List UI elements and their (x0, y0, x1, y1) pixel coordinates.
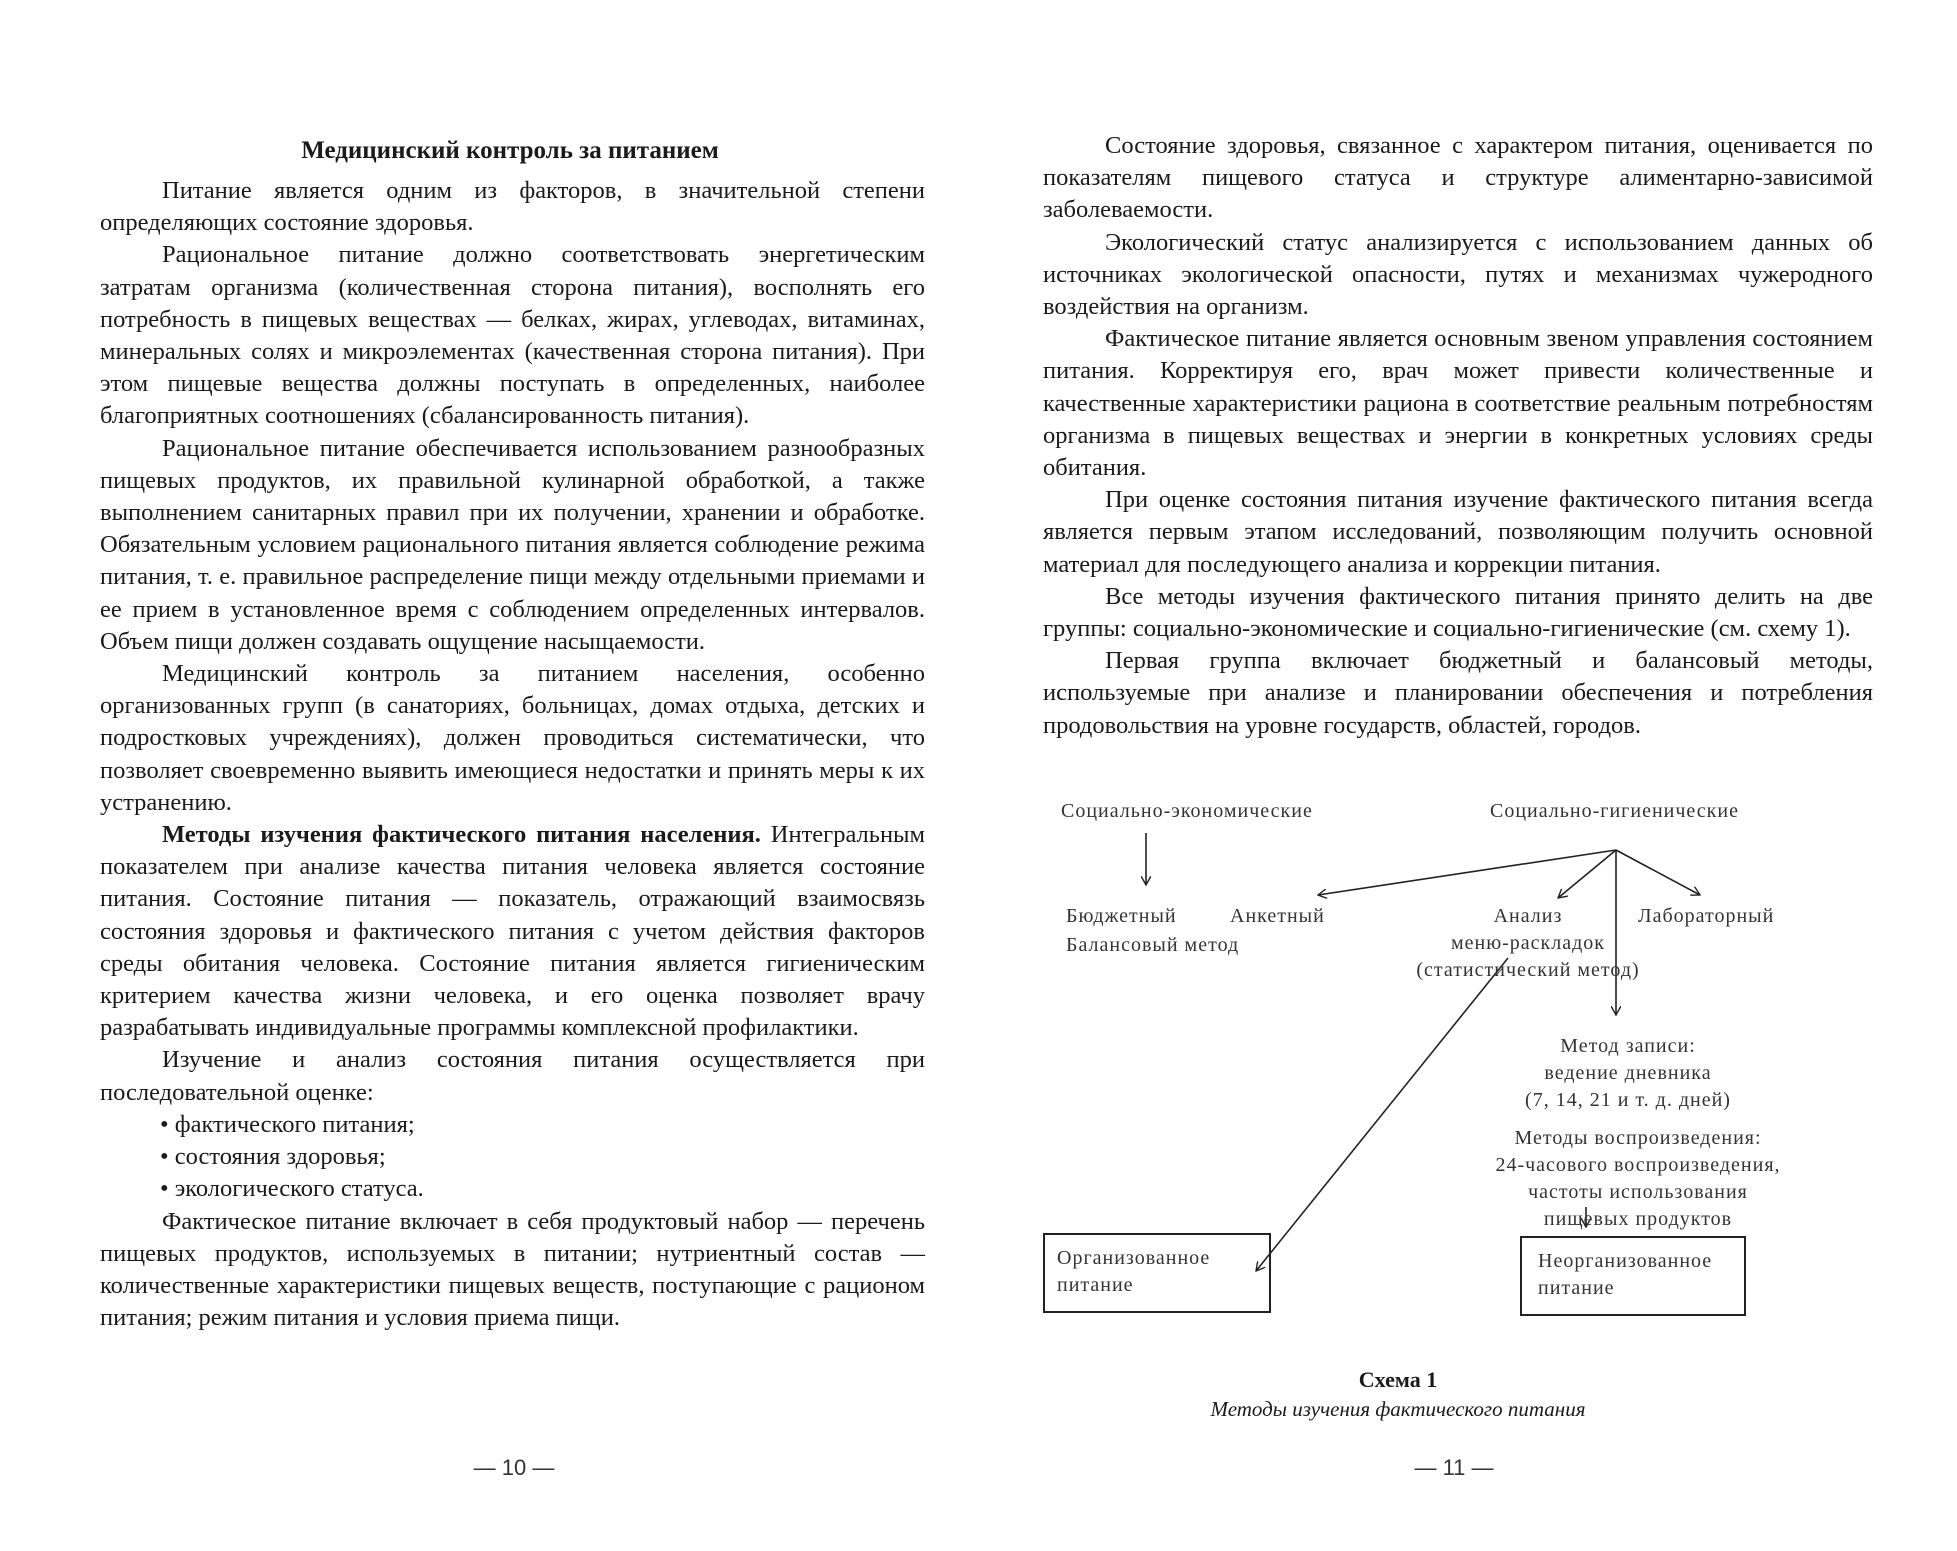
unorganized-line: Неорганизованное (1538, 1250, 1713, 1272)
recall-methods-line: Методы воспроизведения: (1514, 1127, 1762, 1149)
list-item: • фактического питания; (160, 1109, 925, 1141)
paragraph: Рациональное питание обеспечивается использованием разнообразных пищевых продуктов, их правильной кулинарной обработкой, а также выполнением санитарных правил при их получении, хранении и обработке. Обязательным условием рационального питания является соблюдение режима питания, т. е. правильное распределение пищи между отдельными приемами и ее прием в установленное время с соблюдением определенных интервалов. Объем пищи должен создавать ощущение насыщаемости. (100, 434, 925, 655)
page-number: — 10 — (473, 1455, 555, 1480)
organized-nutrition-label (1057, 1245, 1210, 1299)
left-body-text (100, 175, 925, 1334)
recall-methods-line: частоты использования (1528, 1181, 1748, 1203)
socio-hygienic-label: Социально-гигиенические (1490, 800, 1739, 822)
record-method-label (1498, 1033, 1758, 1114)
page-number: — 11 — (1414, 1455, 1494, 1480)
list-item: • экологического статуса. (160, 1173, 925, 1205)
paragraph: Состояние здоровья, связанное с характером питания, оценивается по показателям пищевого статуса и структуре алиментарно-зависимой заболеваемости. (1043, 132, 1873, 224)
methods-paragraph (100, 819, 925, 1044)
balance-method-label: Балансовый метод (1066, 934, 1240, 956)
left-page (0, 0, 978, 1551)
record-method-line: Метод записи: (1560, 1035, 1696, 1057)
caption-title: Схема 1 (1358, 1367, 1438, 1392)
menu-analysis-label (1388, 903, 1668, 984)
recall-methods-label (1468, 1125, 1808, 1233)
organized-line: Организованное (1057, 1247, 1211, 1269)
caption-subtitle: Методы изучения фактического питания (1210, 1397, 1586, 1421)
assessment-intro: Изучение и анализ состояния питания осуществляется при последовательной оценке: (100, 1046, 925, 1106)
recall-methods-line: пищевых продуктов (1543, 1208, 1733, 1230)
paragraph: Медицинский контроль за питанием населения, особенно организованных групп (в санаториях, больницах, домах отдыха, детских и подростковых учреждениях), должен проводиться систематически, что позволяет своевременно выявить имеющиеся недостатки и принять меры к их устранению. (100, 660, 925, 816)
organized-line: питание (1057, 1274, 1134, 1296)
arrow-to-questionnaire (1318, 850, 1616, 895)
unorganized-line: питание (1538, 1277, 1615, 1299)
paragraph: При оценке состояния питания изучение фактического питания всегда является первым этапом исследований, позволяющим получить основной материал для последующего анализа и коррекции питания. (1043, 486, 1873, 578)
paragraph: Фактическое питание является основным звеном управления состоянием питания. Корректируя его, врач может привести количественные и качественные характеристики рациона в соответствие реальным потребностям организма в пищевых веществах и энергии в конкретных условиях среды обитания. (1043, 325, 1873, 482)
record-method-line: ведение дневника (1544, 1062, 1712, 1084)
methods-text: Интегральным показателем при анализе качества питания человека является состояние питания. Состояние питания — показатель, отражающий взаимосвязь состояния здоровья и фактического питания с учетом действия факторов среды обитания человека. Состояние питания является гигиеническим критерием качества жизни человека, и его оценка позволяет врачу разрабатывать индивидуальные программы комплексной профилактики. (100, 821, 926, 1042)
paragraph: Первая группа включает бюджетный и балансовый методы, используемые при анализе и планировании обеспечения и потребления продовольствия на уровне государств, областей, городов. (1043, 647, 1873, 739)
recall-methods-line: 24-часового воспроизведения, (1495, 1154, 1781, 1176)
assessment-list (100, 1109, 925, 1206)
list-item: • состояния здоровья; (160, 1141, 925, 1173)
paragraph: Фактическое питание включает в себя продуктовый набор — перечень пищевых продуктов, используемых в питании; нутриентный состав — количественные характеристики пищевых веществ, поступающие с рационом питания; режим питания и условия приема пищи. (100, 1207, 925, 1332)
budget-method-label: Бюджетный (1066, 905, 1177, 927)
unorganized-nutrition-box (1520, 1236, 1746, 1316)
organized-nutrition-box (1043, 1233, 1271, 1313)
paragraph: Все методы изучения фактического питания принято делить на две группы: социально-экономические и социально-гигиенические (см. схему 1). (1043, 582, 1873, 643)
paragraph: Питание является одним из факторов, в значительной степени определяющих состояние здоровья. (100, 177, 925, 237)
arrow-to-laboratory (1616, 850, 1700, 895)
paragraph: Рациональное питание должно соответствовать энергетическим затратам организма (количественная сторона питания), восполнять его потребность в пищевых веществах — белках, жирах, углеводах, витаминах, минеральных солях и микроэлементах (качественная сторона питания). При этом пищевые вещества должны поступать в определенных, наиболее благоприятных соотношениях (сбалансированность питания). (100, 241, 925, 430)
record-method-line: (7, 14, 21 и т. д. дней) (1525, 1089, 1731, 1111)
laboratory-method-label: Лабораторный (1638, 905, 1775, 927)
menu-analysis-line: меню-раскладок (1450, 932, 1606, 954)
page-title: Медицинский контроль за питанием (301, 137, 719, 164)
menu-analysis-line: (статистический метод) (1416, 959, 1640, 981)
methods-heading: Методы изучения фактического питания населения. (162, 821, 761, 849)
socio-economic-label: Социально-экономические (1061, 800, 1313, 822)
right-page (978, 0, 1957, 1551)
right-body-text (1043, 130, 1873, 742)
questionnaire-method-label: Анкетный (1230, 905, 1325, 927)
paragraph: Экологический статус анализируется с использованием данных об источниках экологической опасности, путях и механизмах чужеродного воздействия на организм. (1043, 228, 1873, 321)
scheme-caption (1038, 1366, 1758, 1424)
unorganized-nutrition-label (1538, 1248, 1712, 1302)
scheme-diagram (1028, 795, 1828, 1390)
menu-analysis-line: Анализ (1493, 905, 1563, 927)
